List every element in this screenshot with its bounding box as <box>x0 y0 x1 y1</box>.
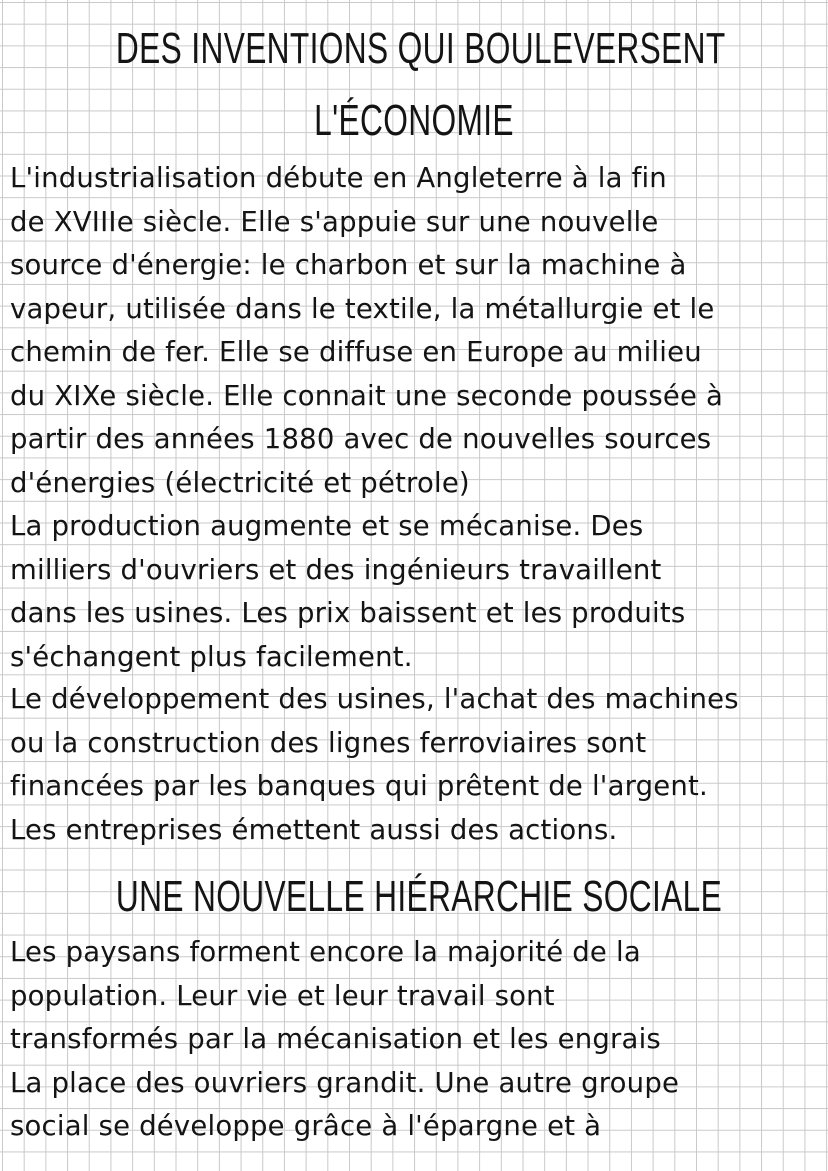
text-line: chemin de fer. Elle se diffuse en Europe au milieu <box>10 336 702 368</box>
text-line: dans les usines. Les prix baissent et les produits <box>10 597 686 629</box>
text-line: population. Leur vie et leur travail sont <box>10 979 555 1012</box>
paragraph-societe <box>10 931 822 1149</box>
text-line: L'industrialisation débute en Angleterre à la fin <box>10 162 667 194</box>
text-line: milliers d'ouvriers et des ingénieurs travaillent <box>10 553 662 586</box>
heading-inventions-line-1: DES INVENTIONS QUI BOULEVERSENT <box>115 24 726 73</box>
text-line: financées par les banques qui prêtent de l'argent. <box>10 770 708 802</box>
paragraph-industrialisation <box>10 157 822 505</box>
heading-hierarchie-sociale: UNE NOUVELLE HIÉRARCHIE SOCIALE <box>115 872 723 921</box>
text-line: social se développe grâce à l'épargne et à <box>10 1110 602 1142</box>
text-line: La production augmente et se mécanise. Des <box>10 510 644 542</box>
text-line: du XIXe siècle. Elle connait une seconde poussée à <box>10 379 724 412</box>
text-line: source d'énergie: le charbon et sur la machine à <box>10 249 687 281</box>
text-line: de XVIIIe siècle. Elle s'appuie sur une nouvelle <box>10 205 659 238</box>
text-line: La place des ouvriers grandit. Une autre groupe <box>10 1066 680 1099</box>
text-line: s'échangent plus facilement. <box>10 640 413 673</box>
text-line: transformés par la mécanisation et les engrais <box>10 1023 661 1055</box>
text-line: Les entreprises émettent aussi des actions. <box>10 813 618 846</box>
text-line: Les paysans forment encore la majorité de la <box>10 936 641 968</box>
text-line: ou la construction des lignes ferroviaires sont <box>10 726 647 759</box>
paragraph-production <box>10 505 822 679</box>
paragraph-financement <box>10 678 822 852</box>
text-line: d'énergies (électricité et pétrole) <box>10 466 470 499</box>
text-line: Le développement des usines, l'achat des machines <box>10 683 739 715</box>
text-line: vapeur, utilisée dans le textile, la métallurgie et le <box>10 292 715 325</box>
heading-inventions-line-2: L'ÉCONOMIE <box>314 96 514 145</box>
text-line: partir des années 1880 avec de nouvelles sources <box>10 423 712 455</box>
